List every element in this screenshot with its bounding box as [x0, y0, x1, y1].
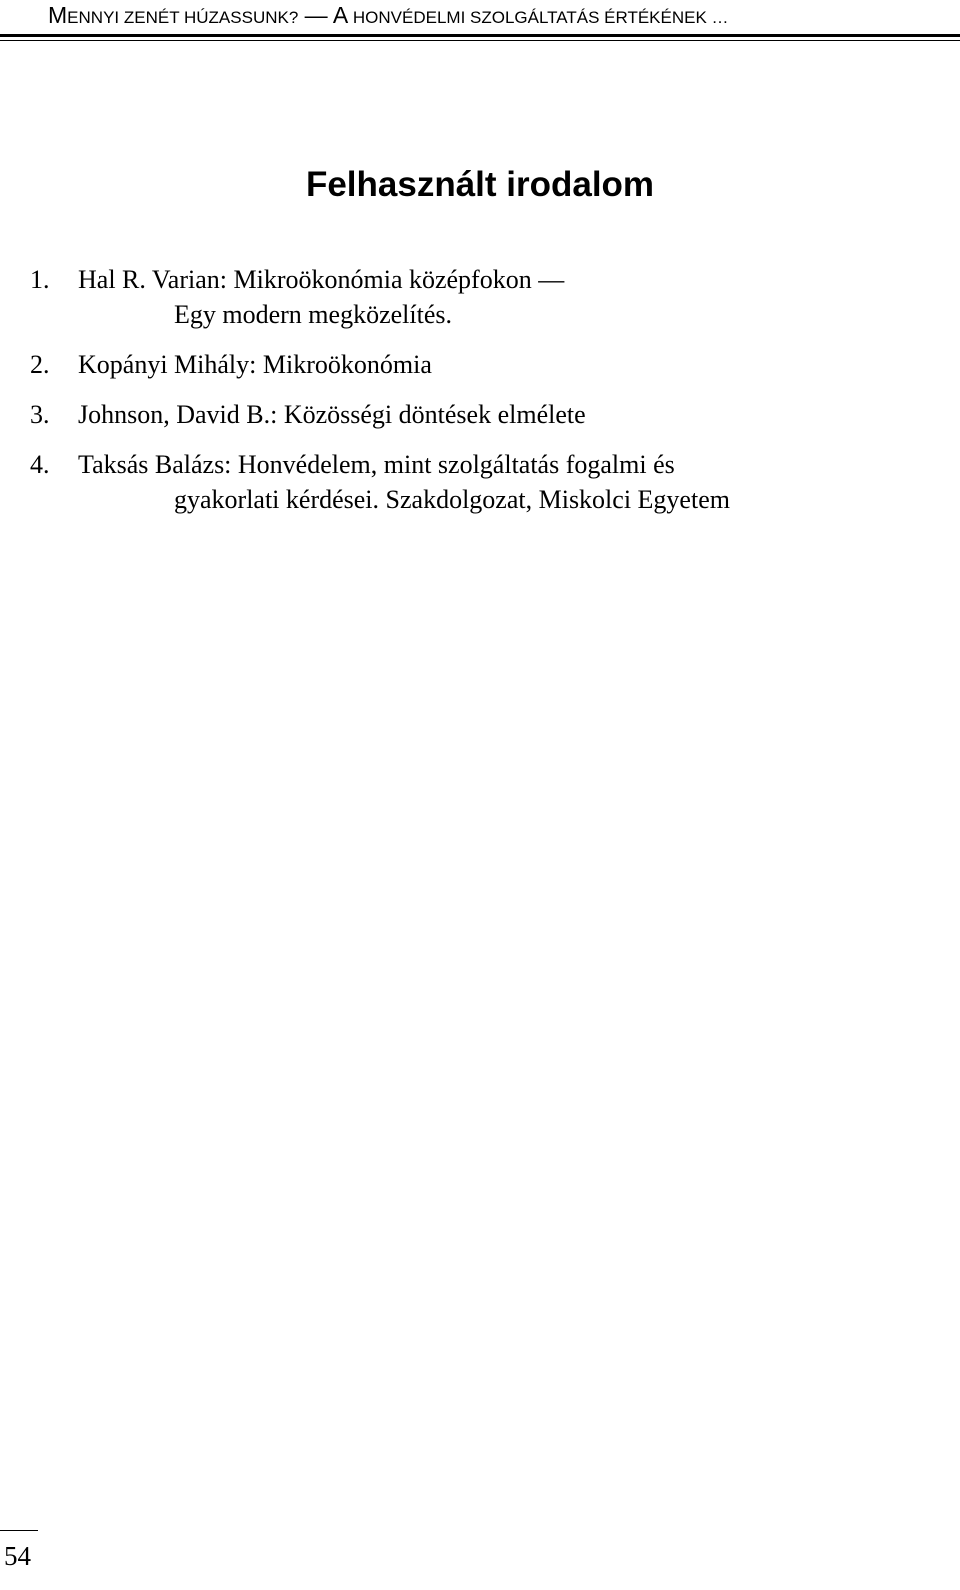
running-header [48, 0, 948, 30]
running-header-part2: HONVÉDELMI SZOLGÁLTATÁS ÉRTÉKÉNEK … [348, 8, 729, 27]
header-rule-thick [0, 34, 960, 37]
reference-text: Johnson, David B.: Közösségi döntések elmélete [78, 400, 586, 429]
running-header-dash: — [298, 2, 333, 28]
footer-rule [0, 1530, 38, 1531]
reference-text-continuation: Egy modern megközelítés. [174, 300, 452, 329]
reference-item-4 [30, 447, 930, 517]
reference-text: Hal R. Varian: Mikroökonómia középfokon — [78, 265, 565, 294]
reference-number: 4. [30, 450, 50, 479]
reference-item-3 [30, 397, 930, 432]
section-title: Felhasznált irodalom [305, 165, 655, 204]
page-number: 54 [4, 1541, 31, 1571]
reference-number: 3. [30, 400, 50, 429]
running-header-part1: ENNYI ZENÉT HÚZASSUNK? [67, 8, 299, 27]
reference-number: 1. [30, 265, 50, 294]
reference-text: Kopányi Mihály: Mikroökonómia [78, 350, 432, 379]
reference-text: Taksás Balázs: Honvédelem, mint szolgáltatás fogalmi és [78, 450, 675, 479]
reference-text-continuation: gyakorlati kérdései. Szakdolgozat, Miskolci Egyetem [174, 485, 730, 514]
reference-list [30, 262, 930, 532]
reference-item-1 [30, 262, 930, 332]
header-rule-thin [0, 40, 960, 41]
running-header-part2-initial: A [332, 2, 349, 28]
reference-number: 2. [30, 350, 50, 379]
running-header-part1-initial: M [48, 2, 68, 28]
reference-item-2 [30, 347, 930, 382]
